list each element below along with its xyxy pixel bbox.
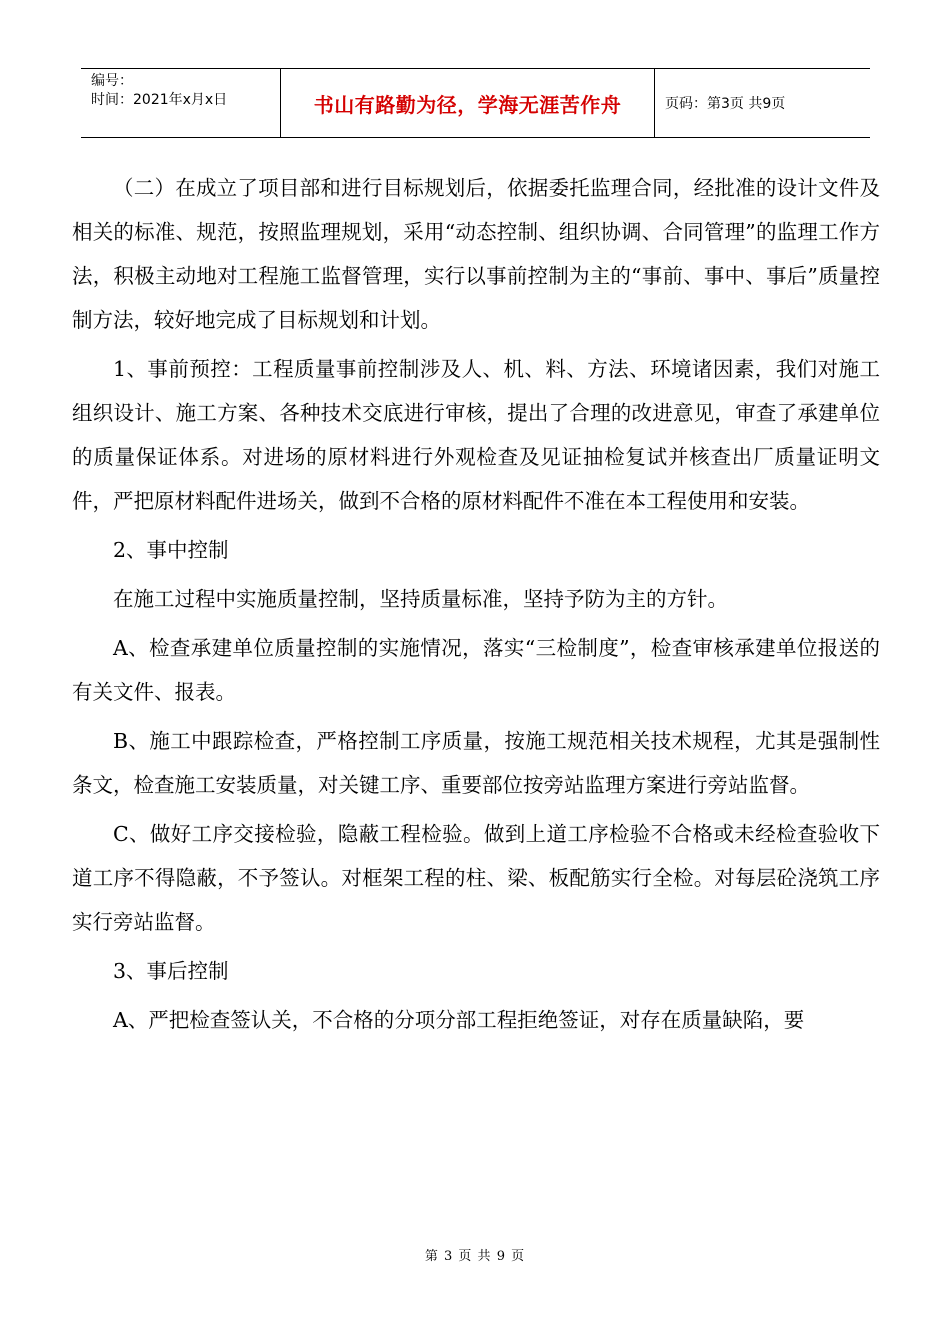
paragraph: A、检查承建单位质量控制的实施情况，落实“三检制度”，检查审核承建单位报送的有关文件、报表。 <box>72 636 880 704</box>
page-footer: 第 3 页 共 9 页 <box>424 1249 526 1264</box>
header-motto: 书山有路勤为径，学海无涯苦作舟 <box>281 69 655 137</box>
paragraph: B、施工中跟踪检查，严格控制工序质量，按施工规范相关技术规程，尤其是强制性条文，检查施工安装质量，对关键工序、重要部位按旁站监理方案进行旁站监督。 <box>72 729 880 797</box>
document-number: 编号： <box>91 73 133 89</box>
document-date: 时间：2021年x月x日 <box>91 92 228 108</box>
section-heading: 2、事中控制 <box>113 538 229 562</box>
paragraph: 在施工过程中实施质量控制，坚持质量标准，坚持予防为主的方针。 <box>113 587 728 611</box>
paragraph: C、做好工序交接检验，隐蔽工程检验。做到上道工序检验不合格或未经检查验收下道工序不得隐蔽，不予签认。对框架工程的柱、梁、板配筋实行全检。对每层砼浇筑工序实行旁站监督。 <box>72 822 880 934</box>
document-body <box>72 166 880 1047</box>
paragraph: 1、事前预控：工程质量事前控制涉及人、机、料、方法、环境诸因素，我们对施工组织设计、施工方案、各种技术交底进行审核，提出了合理的改进意见，审查了承建单位的质量保证体系。对进场的原材料进行外观检查及见证抽检复试并核查出厂质量证明文件，严把原材料配件进场关，做到不合格的原材料配件不准在本工程使用和安装。 <box>72 357 880 513</box>
header-page-code: 页码：第3页 共9页 <box>665 96 786 112</box>
header-meta <box>81 69 281 137</box>
paragraph: （二）在成立了项目部和进行目标规划后，依据委托监理合同，经批准的设计文件及相关的标准、规范，按照监理规划，采用“动态控制、组织协调、合同管理”的监理工作方法，积极主动地对工程施工监督管理，实行以事前控制为主的“事前、事中、事后”质量控制方法，较好地完成了目标规划和计划。 <box>72 176 880 332</box>
section-heading: 3、事后控制 <box>113 959 229 983</box>
page-header <box>81 68 870 138</box>
paragraph: A、严把检查签认关，不合格的分项分部工程拒绝签证，对存在质量缺陷，要 <box>113 1008 805 1032</box>
